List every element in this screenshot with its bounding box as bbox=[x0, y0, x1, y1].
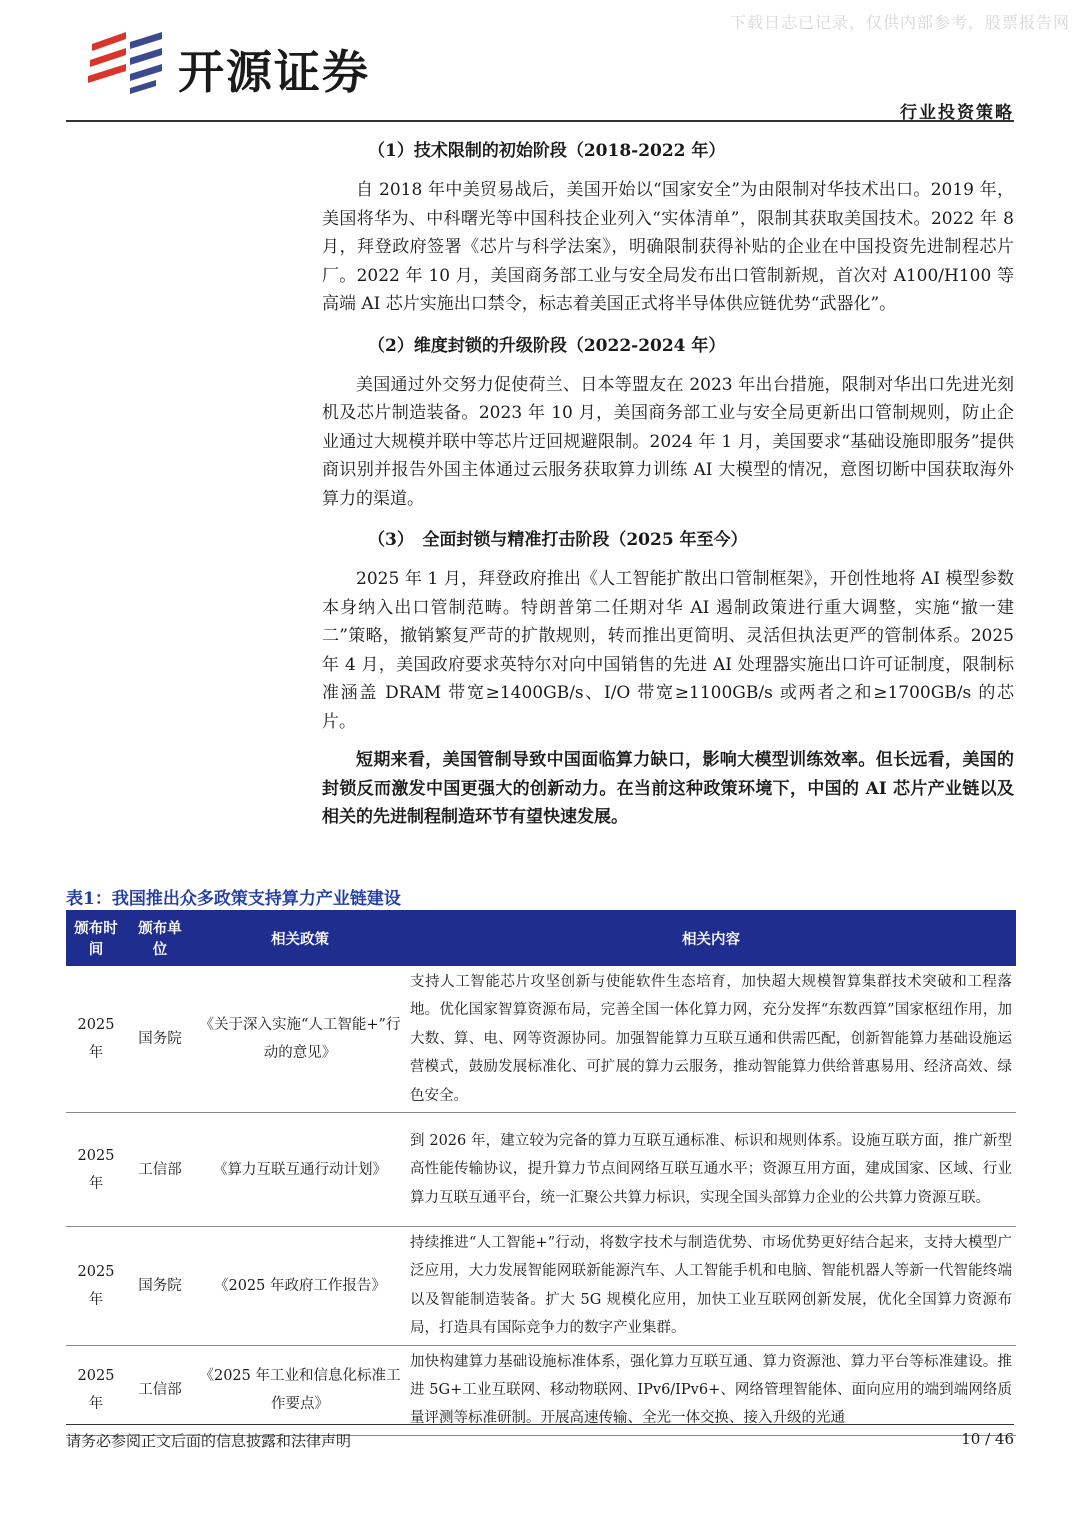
header-year: 颁布时间 bbox=[66, 910, 126, 966]
table-row bbox=[66, 1113, 1016, 1227]
footer-disclaimer: 请务必参阅正文后面的信息披露和法律声明 bbox=[66, 1432, 352, 1450]
cell-content: 持续推进“人工智能+”行动，将数字技术与制造优势、市场优势更好结合起来，支持大模型广泛应用，大力发展智能网联新能源汽车、人工智能手机和电脑、智能机器人等新一代智能终端以及智能制造装备。扩大 5G 规模化应用，加快工业互联网创新发展，优化全国算力资源布局，打造具有国际竞争力的数字产业集群。 bbox=[406, 1227, 1016, 1346]
table-row bbox=[66, 966, 1016, 1113]
cell-policy: 《2025 年工业和信息化标准工作要点》 bbox=[194, 1345, 406, 1435]
cell-year: 2025 年 bbox=[66, 966, 126, 1113]
cell-dept: 国务院 bbox=[126, 1227, 194, 1346]
section-heading-1: （1）技术限制的初始阶段（2018-2022 年） bbox=[368, 141, 726, 161]
header-dept: 颁布单位 bbox=[126, 910, 194, 966]
cell-content: 支持人工智能芯片攻坚创新与使能软件生态培育，加快超大规模智算集群技术突破和工程落地。优化国家智算资源布局，完善全国一体化算力网，充分发挥“东数西算”国家枢纽作用，加大数、算、电、网等资源协同。加强智能算力互联互通和供需匹配，创新智能算力基础设施运营模式，鼓励发展标准化、可扩展的算力云服务，推动智能算力供给普惠易用、经济高效、绿色安全。 bbox=[406, 966, 1016, 1113]
brand-mark-icon bbox=[86, 30, 166, 98]
section-heading-3: （3） 全面封锁与精准打击阶段（2025 年至今） bbox=[368, 530, 748, 550]
cell-year: 2025 年 bbox=[66, 1345, 126, 1435]
header-policy: 相关政策 bbox=[194, 910, 406, 966]
cell-policy: 《关于深入实施“人工智能+”行动的意见》 bbox=[194, 966, 406, 1113]
cell-dept: 工信部 bbox=[126, 1113, 194, 1227]
brand-logo bbox=[86, 30, 416, 98]
header-content: 相关内容 bbox=[406, 910, 1016, 966]
table-title: 表1：我国推出众多政策支持算力产业链建设 bbox=[66, 889, 401, 909]
section-heading-2: （2）维度封锁的升级阶段（2022-2024 年） bbox=[368, 335, 726, 356]
report-category: 行业投资策略 bbox=[900, 103, 1014, 123]
watermark: 下载日志已记录，仅供内部参考，股票报告网 bbox=[729, 13, 1070, 32]
policy-table bbox=[66, 910, 1016, 1436]
cell-dept: 工信部 bbox=[126, 1345, 194, 1435]
cell-content: 加快构建算力基础设施标准体系，强化算力互联互通、算力资源池、算力平台等标准建设。推进 5G+工业互联网、移动物联网、IPv6/IPv6+、网络管理智能体、面向应用的端到端网络质量评测等标准研制。开展高速传输、全光一体交换、接入升级的光通 bbox=[406, 1345, 1016, 1435]
footer-divider bbox=[66, 1424, 1014, 1425]
table-row bbox=[66, 1345, 1016, 1435]
page-number: 10 / 46 bbox=[961, 1430, 1014, 1448]
body-content bbox=[322, 130, 1014, 842]
table-row bbox=[66, 1227, 1016, 1346]
cell-content: 到 2026 年，建立较为完备的算力互联互通标准、标识和规则体系。设施互联方面，推广新型高性能传输协议，提升算力节点间网络互联互通水平；资源互用方面，建成国家、区域、行业算力互联互通平台，统一汇聚公共算力标识，实现全国头部算力企业的公共算力资源互联。 bbox=[406, 1113, 1016, 1227]
cell-year: 2025 年 bbox=[66, 1113, 126, 1227]
section-paragraph-2: 美国通过外交努力促使荷兰、日本等盟友在 2023 年出台措施，限制对华出口先进光刻机及芯片制造装备。2023 年 10 月，美国商务部工业与安全局更新出口管制规则，防止企业通过大规模并联中等芯片迂回规避限制。2024 年 1 月，美国要求“基础设施即服务”提供商识别并报告外国主体通过云服务获取算力训练 AI 大模型的情况，意图切断中国获取海外算力的渠道。 bbox=[322, 374, 1014, 509]
section-paragraph-1: 自 2018 年中美贸易战后，美国开始以“国家安全”为由限制对华技术出口。2019 年，美国将华为、中科曙光等中国科技企业列入“实体清单”，限制其获取美国技术。2022 年 8 月，拜登政府签署《芯片与科学法案》，明确限制获得补贴的企业在中国投资先进制程芯片厂。2022 年 10 月，美国商务部工业与安全局发布出口管制新规，首次对 A100/H100 等高端 AI 芯片实施出口禁令，标志着美国正式将半导体供应链优势“武器化”。 bbox=[322, 180, 1014, 314]
cell-dept: 国务院 bbox=[126, 966, 194, 1113]
section-paragraph-3: 2025 年 1 月，拜登政府推出《人工智能扩散出口管制框架》，开创性地将 AI 模型参数本身纳入出口管制范畴。特朗普第二任期对华 AI 遏制政策进行重大调整，实施“撤一建二”策略，撤销繁复严苛的扩散规则，转而推出更简明、灵活但执法更严的管制体系。2025 年 4 月，美国政府要求英特尔对向中国销售的先进 AI 处理器实施出口许可证制度，限制标准涵盖 DRAM 带宽≥1400GB/s、I/O 带宽≥1100GB/s 或两者之和≥1700GB/s 的芯片。 bbox=[322, 569, 1014, 732]
cell-policy: 《2025 年政府工作报告》 bbox=[194, 1227, 406, 1346]
cell-year: 2025 年 bbox=[66, 1227, 126, 1346]
summary-paragraph: 短期来看，美国管制导致中国面临算力缺口，影响大模型训练效率。但长远看，美国的封锁反而激发中国更强大的创新动力。在当前这种政策环境下，中国的 AI 芯片产业链以及相关的先进制程制造环节有望快速发展。 bbox=[322, 750, 1014, 827]
table-header-row bbox=[66, 910, 1016, 966]
brand-name: 开源证券 bbox=[178, 45, 370, 99]
cell-policy: 《算力互联互通行动计划》 bbox=[194, 1113, 406, 1227]
header-divider bbox=[66, 120, 1014, 122]
